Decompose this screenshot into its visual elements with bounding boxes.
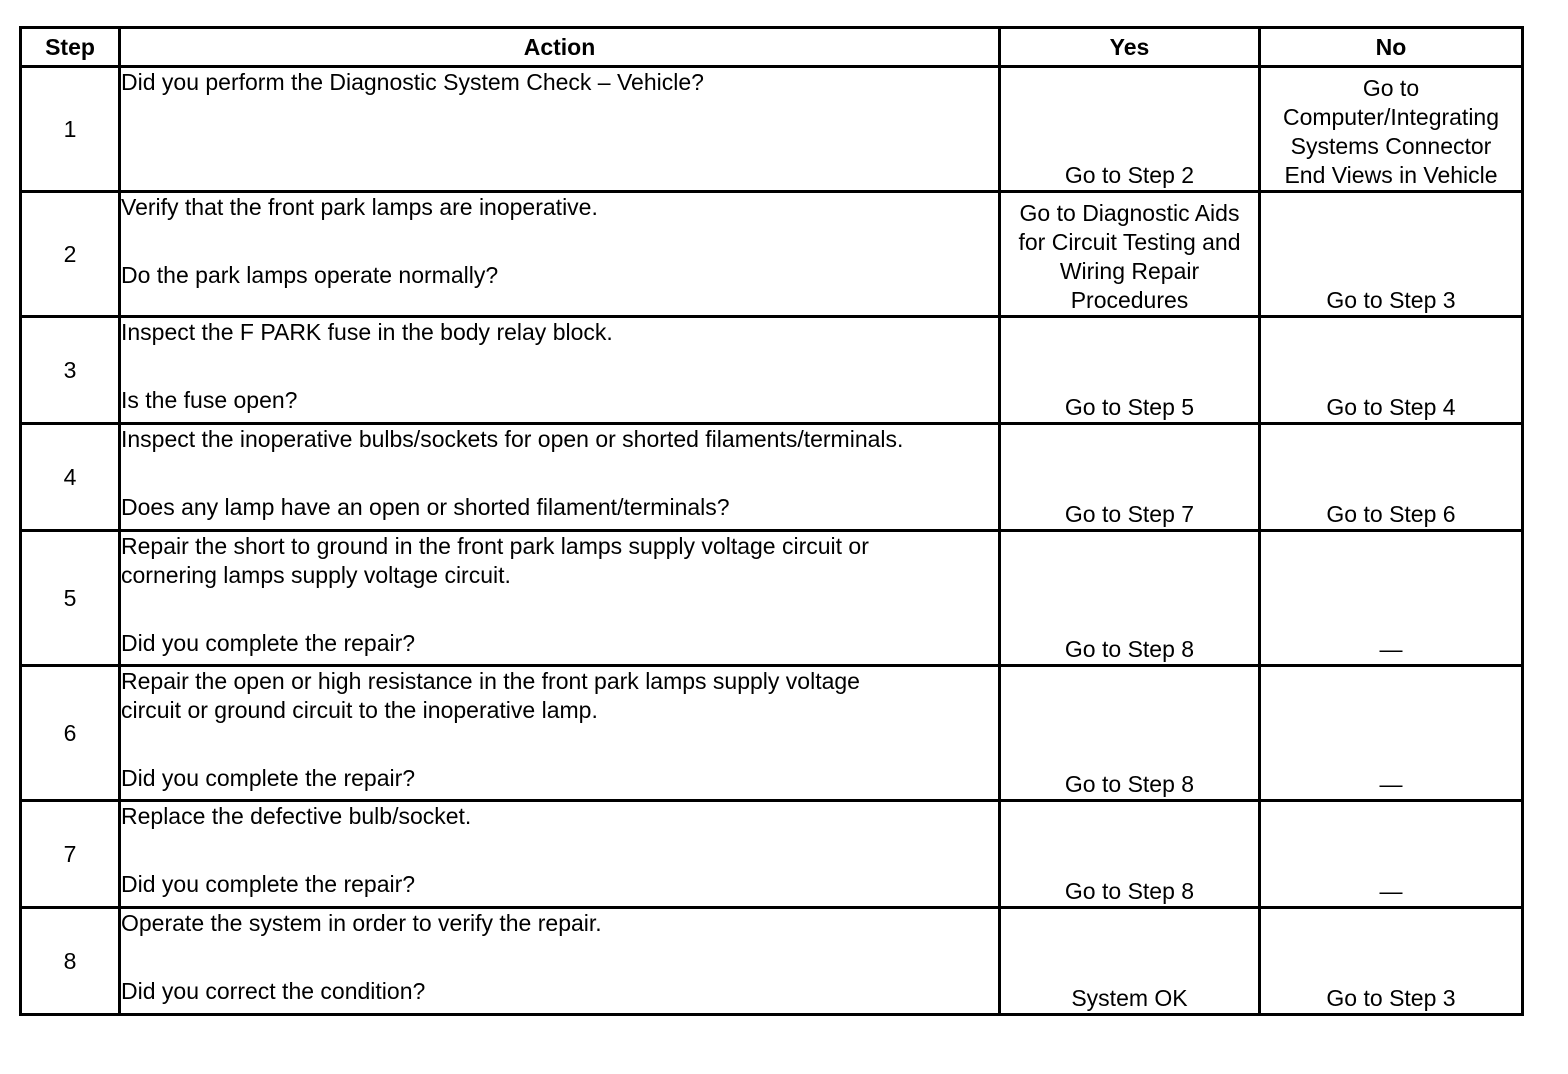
- table-row: [21, 317, 1523, 424]
- action-cell: [120, 908, 1000, 1015]
- step-number: 6: [21, 666, 120, 801]
- action-text: cornering lamps supply voltage circuit.: [121, 562, 511, 588]
- yes-cell: System OK: [1000, 908, 1260, 1015]
- table-row: [21, 192, 1523, 317]
- action-cell: [120, 317, 1000, 424]
- no-cell: —: [1260, 531, 1523, 666]
- yes-cell: Go to Step 2: [1000, 67, 1260, 192]
- step-number: 1: [21, 67, 120, 192]
- table-row: [21, 666, 1523, 801]
- yes-line: Procedures: [1070, 287, 1189, 313]
- table-row: [21, 531, 1523, 666]
- yes-cell: Go to Step 7: [1000, 424, 1260, 531]
- action-text: Repair the open or high resistance in the front park lamps supply voltage: [121, 668, 860, 694]
- yes-line: Wiring Repair: [1059, 258, 1200, 284]
- action-cell: [120, 531, 1000, 666]
- action-cell: [120, 666, 1000, 801]
- action-cell: [120, 192, 1000, 317]
- step-number: 3: [21, 317, 120, 424]
- header-no: No: [1260, 28, 1523, 67]
- yes-line: for Circuit Testing and: [1018, 229, 1241, 255]
- table-row: [21, 67, 1523, 192]
- action-text: Replace the defective bulb/socket.: [121, 803, 472, 829]
- action-question: Did you complete the repair?: [121, 765, 416, 791]
- no-cell: [1260, 67, 1523, 192]
- yes-cell: Go to Step 8: [1000, 666, 1260, 801]
- action-cell: [120, 67, 1000, 192]
- no-cell: Go to Step 4: [1260, 317, 1523, 424]
- yes-cell: [1000, 192, 1260, 317]
- action-question: Do the park lamps operate normally?: [121, 262, 499, 288]
- action-question: Did you complete the repair?: [121, 630, 416, 656]
- action-text: Repair the short to ground in the front park lamps supply voltage circuit or: [121, 533, 869, 559]
- header-step: Step: [21, 28, 120, 67]
- table-row: [21, 908, 1523, 1015]
- no-cell: Go to Step 3: [1260, 192, 1523, 317]
- step-number: 2: [21, 192, 120, 317]
- no-line: Computer/Integrating: [1282, 104, 1500, 130]
- action-question: Is the fuse open?: [121, 387, 298, 413]
- table-row: [21, 801, 1523, 908]
- header-yes: Yes: [1000, 28, 1260, 67]
- action-text: Verify that the front park lamps are inoperative.: [121, 194, 598, 220]
- step-number: 5: [21, 531, 120, 666]
- action-cell: [120, 801, 1000, 908]
- action-text: circuit or ground circuit to the inoperative lamp.: [121, 697, 598, 723]
- header-action: Action: [120, 28, 1000, 67]
- diagnostic-table: [19, 26, 1524, 1016]
- table-row: [21, 424, 1523, 531]
- step-number: 4: [21, 424, 120, 531]
- yes-line: Go to Diagnostic Aids: [1019, 200, 1240, 226]
- yes-cell: Go to Step 8: [1000, 531, 1260, 666]
- action-text: Inspect the F PARK fuse in the body relay block.: [121, 319, 613, 345]
- action-text: Did you perform the Diagnostic System Check – Vehicle?: [121, 69, 704, 95]
- header-row: [21, 28, 1523, 67]
- no-cell: Go to Step 6: [1260, 424, 1523, 531]
- action-question: Does any lamp have an open or shorted filament/terminals?: [121, 494, 730, 520]
- no-line: End Views in Vehicle: [1284, 162, 1498, 188]
- step-number: 8: [21, 908, 120, 1015]
- yes-cell: Go to Step 8: [1000, 801, 1260, 908]
- no-line: Systems Connector: [1290, 133, 1492, 159]
- no-cell: Go to Step 3: [1260, 908, 1523, 1015]
- action-text: Operate the system in order to verify the repair.: [121, 910, 602, 936]
- yes-cell: Go to Step 5: [1000, 317, 1260, 424]
- action-cell: [120, 424, 1000, 531]
- step-number: 7: [21, 801, 120, 908]
- action-question: Did you correct the condition?: [121, 978, 426, 1004]
- no-line: Go to: [1362, 75, 1420, 101]
- action-text: Inspect the inoperative bulbs/sockets for open or shorted filaments/terminals.: [121, 426, 904, 452]
- no-cell: —: [1260, 801, 1523, 908]
- action-question: Did you complete the repair?: [121, 871, 416, 897]
- no-cell: —: [1260, 666, 1523, 801]
